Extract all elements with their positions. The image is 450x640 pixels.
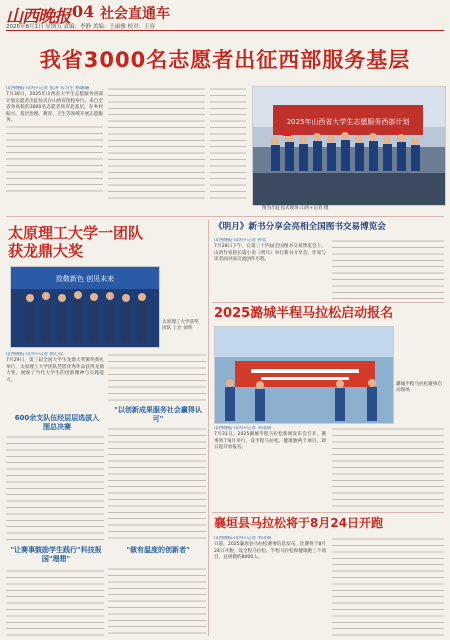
lead-story-column-2 (108, 86, 205, 204)
section-title: 社会直通车 (100, 6, 170, 22)
xiangyuan-column-1 (214, 536, 326, 636)
race-body: 7月31日，2025潞城半程马拉松新闻发布会召开，赛事将于8月举行，设半程马拉松、健康跑两个项目，即日起开放报名。 (214, 432, 326, 451)
xiangyuan-headline: 襄垣县马拉松将于8月24日开跑 (214, 516, 384, 530)
award-column-2b (108, 426, 206, 542)
race-column-1 (214, 426, 326, 508)
novel-byline: 山西晚报·山河+记者 孙佳 (214, 238, 267, 243)
lead-photo-caption: 图为出征仪式现场 山河+记者 摄 (262, 206, 329, 211)
novel-column-2 (332, 238, 444, 300)
page-number: 04 (72, 2, 95, 21)
lead-story-column-3 (210, 86, 246, 204)
race-photo (214, 326, 394, 424)
award-photo-caption: 太原理工大学获奖团队 上台 领奖 (162, 320, 199, 331)
lead-photo (252, 86, 446, 206)
award-byline: 山西晚报·山河+记者 郭心仪 (6, 352, 64, 357)
award-headline-line-2: 获龙鼎大奖 (8, 242, 84, 260)
section-divider (6, 216, 444, 217)
award-subhead-3: "做有温度的创新者" (126, 546, 190, 554)
award-column-1c (6, 568, 104, 636)
newspaper-logo: 山西晚报 (6, 7, 70, 27)
lead-photo-banner: 2025年山西省大学生志愿服务西部计划 (286, 118, 410, 126)
novel-headline: 《明月》新书分享会亮相全国图书交易博览会 (214, 222, 386, 232)
lead-story-column-1 (6, 86, 103, 204)
novel-column-1 (214, 238, 326, 300)
award-column-1 (6, 352, 104, 412)
column-divider (208, 220, 209, 636)
award-body: 7月29日，第三届全国大学生龙鼎大奖颁奖典礼举行，太原理工大学团队凭借优秀作品获得龙鼎大奖，展现了当代大学生的创新精神与实践能力。 (6, 358, 104, 383)
lead-intro: 7月30日，2025年山西省大学生志愿服务西部计划志愿者出征仪式在山西省团校举行。来自全省各高校的3000名志愿者将奔赴基层，在乡村振兴、基层治理、教育、卫生等领域开展志愿服务。 (6, 92, 103, 124)
award-subhead-2: "以创新成果服务社会赢得认可" (114, 406, 202, 423)
award-subhead-1: 600余支队伍经层层选拔入围总决赛 (14, 414, 100, 431)
race-byline: 山西晚报·山河+记者 李雨萌 (214, 426, 272, 431)
lead-headline: 我省3000名志愿者出征西部服务基层 (39, 48, 411, 72)
section-divider (212, 302, 444, 303)
xiangyuan-byline: 山西晚报·山河+记者 李雨萌 (214, 536, 272, 541)
section-divider (212, 512, 444, 513)
award-column-2a (108, 352, 206, 404)
award-photo (10, 266, 160, 348)
race-column-2 (332, 426, 444, 508)
award-photo-banner: 致敬新色 创见未来 (55, 275, 115, 283)
novel-body: 7月28日下午，在第三十四届全国图书交易博览会上，山西作家的长篇小说《明月》举行新书分享会，作家与读者面对面交流创作历程。 (214, 244, 326, 263)
xiangyuan-body: 日前，2025襄垣县马拉松赛事信息发布，比赛将于8月24日开跑，设全程马拉松、半程马拉松和健康跑三个项目，总规模约8000人。 (214, 542, 326, 561)
bottom-left-subhead: "让赛事鼓励学生践行"科技报国"理想" (10, 546, 102, 563)
xiangyuan-column-2 (332, 536, 444, 636)
race-headline: 2025潞城半程马拉松启动报名 (214, 306, 394, 321)
text-lines (210, 86, 246, 204)
masthead-rule (6, 30, 444, 31)
award-column-1b (6, 434, 104, 542)
text-lines (6, 124, 103, 194)
award-column-2c (108, 566, 206, 636)
award-headline-line-1: 太原理工大学一团队 (8, 224, 144, 242)
race-photo-caption: 潞城半程马拉松赛事启动现场 (396, 382, 442, 393)
issue-info: 2025年8月1日 星期五 责编：李静 美编：王丽雅 校对：王容 (6, 24, 155, 30)
text-lines (108, 86, 205, 204)
lead-byline: 山西晚报·山河+记者 张涛 实习生 杨璐璐 (6, 86, 90, 91)
award-headline (8, 224, 143, 260)
